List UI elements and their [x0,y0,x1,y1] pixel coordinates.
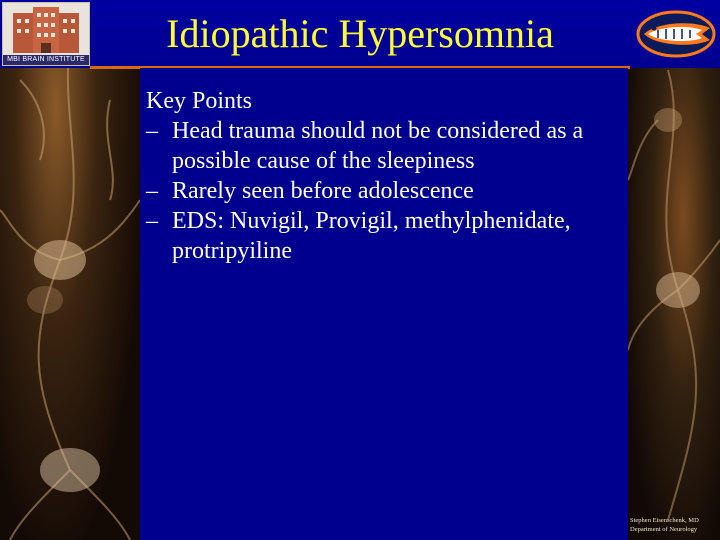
bullet-dash: – [146,178,158,204]
gator-logo [636,8,716,60]
bullet-item [146,206,616,266]
bullet-dash: – [146,118,158,144]
credit-department: Department of Neurology [630,526,698,533]
slide-body [146,86,616,266]
bullet-text: EDS: Nuvigil, Provigil, methylphenidate, protripyiline [172,208,571,264]
bullet-item [146,176,616,206]
neuron-illustration-icon [0,0,140,540]
gator-logo-icon [636,8,716,60]
key-points-heading: Key Points [146,88,253,114]
bullet-text: Rarely seen before adolescence [172,178,474,204]
bullet-dash: – [146,208,158,234]
author-credit [630,516,718,534]
bullet-item [146,116,616,176]
brain-institute-logo [2,2,90,66]
neuron-illustration-icon [628,0,720,540]
neuron-image-left [0,0,140,540]
credit-author: Stephen Eisenschenk, MD [630,517,699,524]
neuron-image-right [628,0,720,540]
building-photo-icon [3,3,89,55]
bullet-text: Head trauma should not be considered as a possible cause of the sleepiness [172,118,584,174]
building-logo-label: MBI BRAIN INSTITUTE [3,55,89,65]
slide-title: Idiopathic Hypersomnia [166,11,554,56]
